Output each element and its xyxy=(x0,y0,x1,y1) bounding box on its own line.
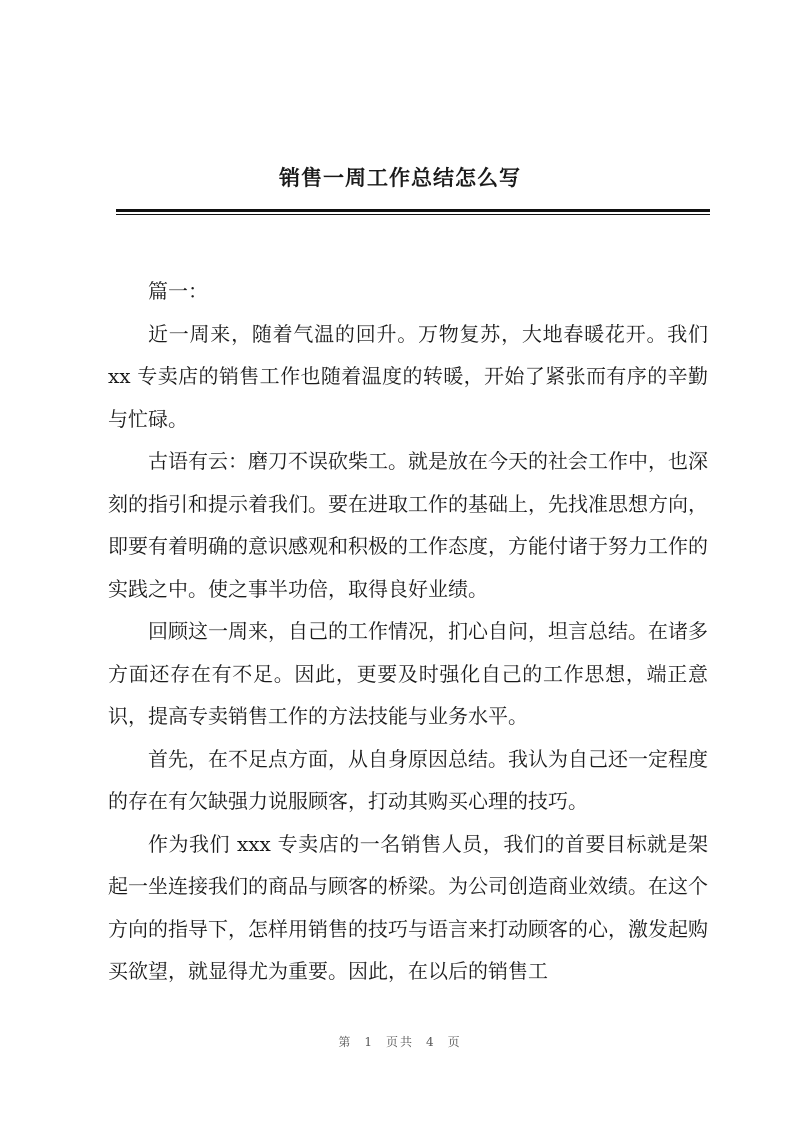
footer-label-of: 页共 xyxy=(385,1035,414,1049)
footer-label-end: 页 xyxy=(447,1035,462,1049)
paragraph: 作为我们 xxx 专卖店的一名销售人员，我们的首要目标就是架起一坐连接我们的商品与顾客的桥梁。为公司创造商业效绩。在这个方向的指导下，怎样用销售的技巧与语言来打动顾客的心，激发起购买欲望，就显得尤为重要。因此，在以后的销售工 xyxy=(108,831,708,983)
paragraph: 古语有云：磨刀不误砍柴工。就是放在今天的社会工作中，也深刻的指引和提示着我们。要在进取工作的基础上，先找准思想方向，即要有着明确的意识感观和积极的工作态度，方能付诸于努力工作的实践之中。使之事半功倍，取得良好业绩。 xyxy=(108,449,708,601)
paragraph: 近一周来，随着气温的回升。万物复苏，大地春暖花开。我们 xx 专卖店的销售工作也随着温度的转暖，开始了紧张而有序的辛勤与忙碌。 xyxy=(108,321,708,431)
title-divider-thin xyxy=(116,214,710,215)
footer-current-page: 1 xyxy=(364,1035,374,1049)
document-title: 销售一周工作总结怎么写 xyxy=(279,165,521,190)
paragraph: 回顾这一周来，自己的工作情况，扪心自问，坦言总结。在诸多方面还存在有不足。因此，更要及时强化自己的工作思想，端正意识，提高专卖销售工作的方法技能与业务水平。 xyxy=(108,619,708,728)
footer-label-page: 第 xyxy=(338,1035,353,1049)
paragraph: 首先，在不足点方面，从自身原因总结。我认为自己还一定程度的存在有欠缺强力说服顾客，打动其购买心理的技巧。 xyxy=(108,746,708,813)
document-body xyxy=(108,270,708,993)
paragraph: 篇一： xyxy=(148,279,208,303)
page-footer xyxy=(0,1033,800,1050)
title-divider xyxy=(116,209,710,212)
footer-total-pages: 4 xyxy=(426,1035,436,1049)
